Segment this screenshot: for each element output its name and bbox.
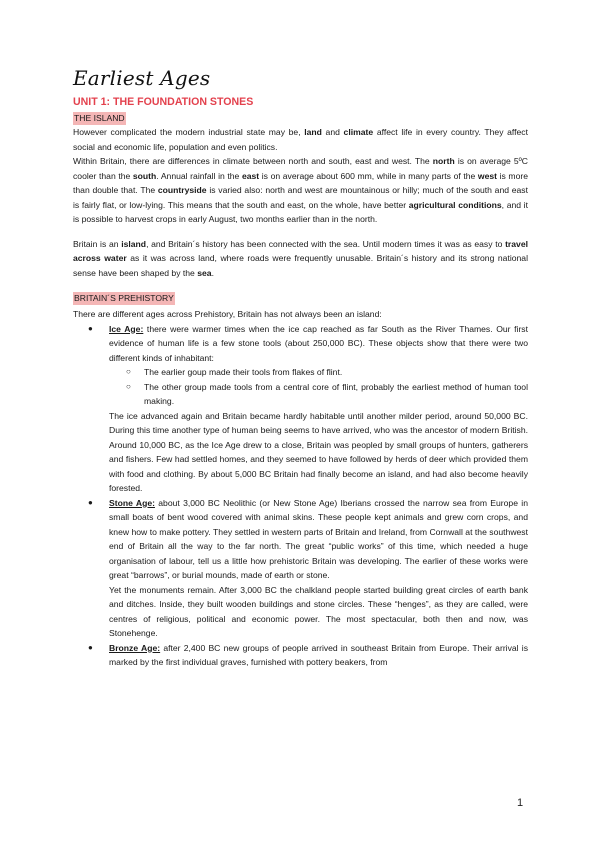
paragraph: However complicated the modern industrial state may be, land and climate affect life in every country. They affect social and economic life, population and even politics. (73, 127, 528, 152)
paragraph: Britain is an island, and Britain´s history has been connected with the sea. Until modern times it was as easy to travel across water as it was across land, where roads were frequently unusable. Britain´s history and its strong national sense have been shaped by the sea. (73, 238, 528, 278)
bullet-icon: ● (88, 323, 93, 333)
circle-bullet-icon: ○ (126, 367, 131, 376)
paragraph: Within Britain, there are differences in climate between north and south, east and west. The north is on average 5ºC cooler than the south. Annual rainfall in the east is on average about 600 mm, while in many parts of the west is more than double that. The countryside is varied also: north and west are mountainous or hilly; much of the south and east is fairly flat, or low-lying. This means that the south and east, on the whole, have better agricultural conditions, and it is possible to harvest crops in early August, two months earlier than in the north. (73, 156, 529, 224)
bullet-icon: ● (88, 642, 93, 652)
list-item-bronze-age: ● Bronze Age: after 2,400 BC new groups of people arrived in southeast Britain from Europe. Their arrival is marked by the first individual graves, furnished with pottery beakers, from (88, 642, 528, 667)
section-heading-island (73, 112, 528, 125)
document-title: Earliest Ages (73, 66, 211, 90)
sub-list-item: ○ The earlier goup made their tools from flakes of flint. (109, 365, 528, 380)
highlight: THE ISLAND (74, 113, 125, 123)
document-page (73, 66, 528, 670)
sub-list (109, 365, 528, 409)
list-item-ice-age: ● Ice Age: there were warmer times when the ice cap reached as far South as the River Thames. Our first evidence of human life is a few stone tools (about 250,000 BC). These objects show that there were two different kinds of inhabitant: ○ The earlier goup made their tools from flakes of flint. ○ The other group made tools from a central core of flint, probably the earliest method of human tool making. The ice advanced again and Britain became hardly habitable until another milder period, around 50,000 BC. During this time another type of human being seems to have arrived, who was the ancestor of modern British. Around 10,000 BC, as the Ice Age drew to a close, Britain was peopled by small groups of hunters, gatherers and fishers. Few had settled homes, and they seemed to have followed by herds of deer which provided them with food and clothing. By about 5,000 BC Britain had finally become an island, and had also become heavily forested. (73, 322, 528, 496)
highlight: BRITAIN´S PREHISTORY (74, 293, 174, 303)
page-number: 1 (517, 797, 524, 809)
section-heading-prehistory (73, 292, 528, 305)
paragraph: There are different ages across Prehistory, Britain has not always been an island: (73, 309, 382, 319)
bullet-icon: ● (88, 497, 93, 507)
paragraph: Yet the monuments remain. After 3,000 BC the chalkland people started building great circles of earth bank and ditches. Inside, they built wooden buildings and stone circles. These “henges”, as they are called, were centres of religious, political and economic power. The most spectacular, both then and now, was Stonehenge. (109, 584, 528, 638)
bullet-list (73, 322, 528, 670)
list-item-stone-age: ● Stone Age: about 3,000 BC Neolithic (or New Stone Age) Iberians crossed the narrow sea from Europe in small boats of bent wood covered with animal skins. These people kept animals and grew corn crops, and knew how to make pottery. They settled in western parts of Britain and Ireland, from Cornwall at the southwest end of Britain all the way to the far north. The great “public works” of this time, which needed a huge organisation of labour, tell us a little how prehistoric Britain was developing. The earlier of these works were great “barrows”, or burial mounds, made of earth or stone. Yet the monuments remain. After 3,000 BC the chalkland people started building great circles of earth bank and ditches. Inside, they built wooden buildings and stone circles. These “henges”, as they are called, were centres of religious, political and economic power. The most spectacular, both then and now, was Stonehenge. (73, 496, 528, 641)
paragraph: The ice advanced again and Britain became hardly habitable until another milder period, around 50,000 BC. During this time another type of human being seems to have arrived, who was the ancestor of modern British. Around 10,000 BC, as the Ice Age drew to a close, Britain was peopled by small groups of hunters, gatherers and fishers. Few had settled homes, and they seemed to have followed by herds of deer which provided them with food and clothing. By about 5,000 BC Britain had finally become an island, and had also become heavily forested. (109, 410, 528, 493)
circle-bullet-icon: ○ (126, 381, 131, 391)
sub-list-item: ○ The other group made tools from a central core of flint, probably the earliest method of human tool making. (126, 381, 528, 406)
unit-heading: UNIT 1: THE FOUNDATION STONES (73, 96, 254, 108)
